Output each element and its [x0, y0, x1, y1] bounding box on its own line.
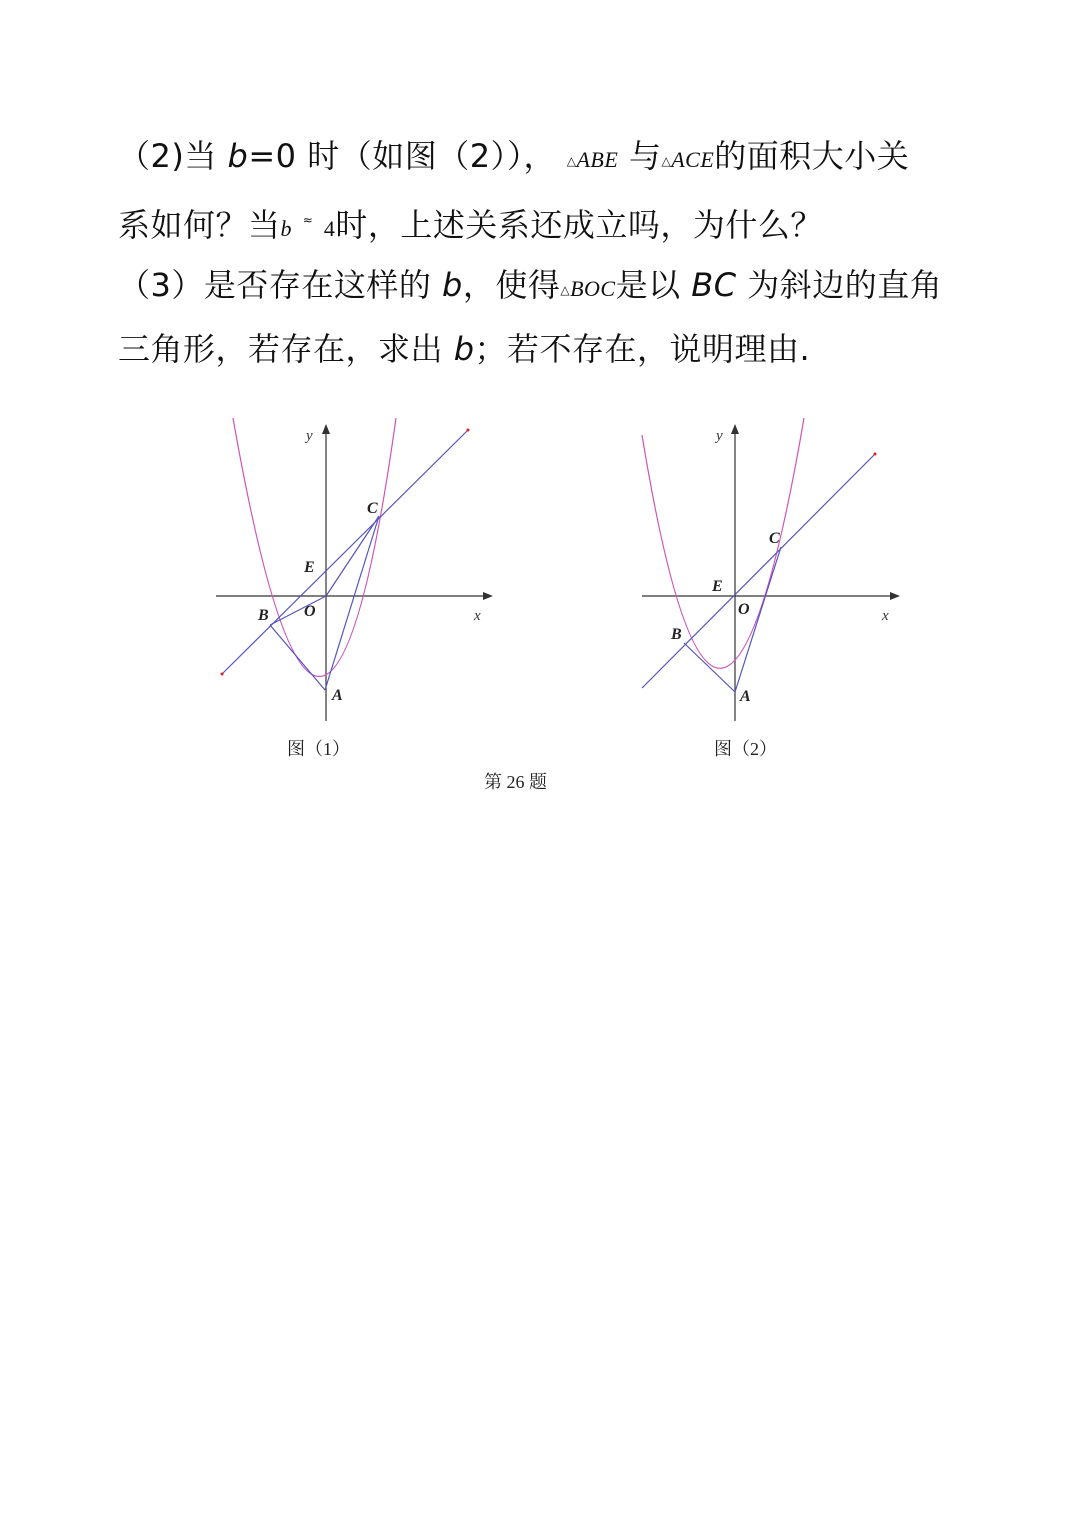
- segment-ab: [270, 625, 325, 690]
- parabola: [233, 418, 396, 677]
- point-label-b: B: [671, 626, 682, 643]
- text-segment: （2)当: [118, 137, 228, 175]
- endpoint-dot: [467, 429, 470, 432]
- point-label-b: B: [258, 607, 269, 624]
- figure-2-caption: 图（2）: [714, 739, 777, 759]
- problem-line-2: [118, 200, 823, 249]
- axis-label-x: x: [474, 608, 481, 624]
- x-axis-arrow-icon: [890, 592, 900, 600]
- endpoint-dot: [221, 673, 224, 676]
- text-segment: ；若不存在，说明理由.: [474, 330, 811, 368]
- point-label-a: A: [332, 687, 343, 704]
- parabola: [642, 418, 804, 668]
- variable-b: b: [280, 216, 293, 241]
- problem-line-3: [118, 265, 942, 310]
- point-label-o: O: [304, 603, 316, 620]
- text-segment: 是以: [615, 266, 692, 304]
- text-segment: 的面积大小关: [714, 137, 910, 175]
- text-segment: 为斜边的直角: [736, 266, 943, 304]
- relation-glyph: ≈: [302, 213, 314, 227]
- segment-ac: [735, 547, 781, 692]
- triangle-icon: △: [560, 283, 571, 297]
- segment-ac: [325, 516, 379, 690]
- triangle-ace: ACE: [671, 147, 715, 172]
- y-axis-arrow-icon: [731, 424, 739, 434]
- text-segment: 系如何？当: [118, 206, 281, 244]
- variable-b: b: [227, 137, 249, 175]
- endpoint-dot: [874, 453, 877, 456]
- problem-line-1: [118, 136, 909, 181]
- point-label-e: E: [712, 578, 723, 595]
- x-axis-arrow-icon: [483, 592, 493, 600]
- text-segment: 与: [618, 137, 662, 175]
- figure-1: [210, 410, 510, 730]
- text-segment: 三角形，若存在，求出: [118, 330, 454, 368]
- triangle-icon: △: [661, 154, 672, 168]
- triangle-icon: △: [566, 154, 577, 168]
- text-segment: 时，上述关系还成立吗，为什么？: [335, 206, 823, 244]
- segment-bc: BC: [691, 266, 737, 304]
- point-label-e: E: [304, 559, 315, 576]
- text-segment: ，使得: [462, 266, 561, 304]
- problem-line-4: [118, 329, 810, 369]
- text-segment: （3）是否存在这样的: [118, 266, 443, 304]
- point-label-a: A: [740, 688, 751, 705]
- y-axis-arrow-icon: [322, 424, 330, 434]
- triangle-boc: BOC: [570, 276, 616, 301]
- problem-number-caption: 第 26 题: [484, 772, 547, 792]
- variable-b: b: [453, 330, 475, 368]
- variable-b: b: [442, 266, 463, 304]
- number-four: 4: [323, 216, 336, 241]
- segment-ab: [684, 643, 735, 692]
- point-label-c: C: [769, 530, 780, 547]
- triangle-abe: ABE: [576, 147, 619, 172]
- axis-label-y: y: [716, 428, 723, 444]
- segment-oc: [326, 516, 379, 596]
- point-label-c: C: [367, 500, 378, 517]
- line-bc: [642, 454, 875, 688]
- figure-1-caption: 图（1）: [287, 739, 350, 759]
- axis-label-y: y: [306, 428, 313, 444]
- segment-bo: [270, 596, 326, 625]
- line-bc: [222, 430, 468, 674]
- axis-label-x: x: [882, 608, 889, 624]
- figure-2: [636, 410, 916, 730]
- text-segment: =0 时（如图（2）），: [248, 137, 567, 175]
- point-label-o: O: [738, 601, 750, 618]
